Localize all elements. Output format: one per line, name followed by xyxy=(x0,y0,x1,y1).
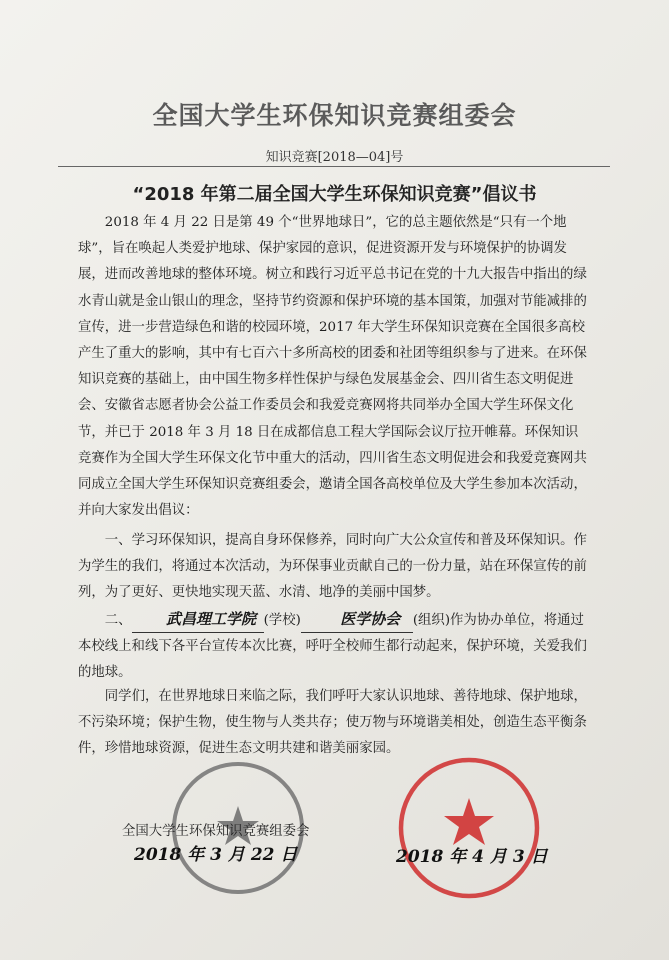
paragraph-point-1: 一、学习环保知识，提高自身环保修养，同时向广大公众宣传和普及环保知识。作为学生的我们，将通过本次活动，为环保事业贡献自己的一份力量，站在环保宣传的前列，为了更好、更快地实现天蓝、水清、地净的美丽中国梦。 xyxy=(78,533,587,601)
left-signature-date: 2018 年 3 月 22 日 xyxy=(134,845,298,865)
point-2-prefix: 二、 xyxy=(104,613,132,628)
paragraph-point-2 xyxy=(78,606,590,687)
header-divider xyxy=(58,166,610,167)
left-signature-org: 全国大学生环保知识竞赛组委会 xyxy=(122,824,310,839)
org-title: 全国大学生环保知识竞赛组委会 xyxy=(152,101,517,130)
right-signature-date: 2018 年 4 月 3 日 xyxy=(396,847,548,867)
doc-number: 知识竞赛[2018—04]号 xyxy=(265,150,404,165)
handwritten-org-name: 医学协会 xyxy=(301,606,413,633)
paragraph-closing: 同学们，在世界地球日来临之际，我们呼吁大家认识地球、善待地球、保护地球，不污染环境；保护生物，使生物与人类共存；使万物与环境谐美相处，创造生态平衡条件，珍惜地球资源，促进生态文明共建和谐美丽家园。 xyxy=(78,689,587,757)
right-seal-stamp xyxy=(395,754,543,902)
document-title: “2018 年第二届全国大学生环保知识竞赛”倡议书 xyxy=(132,184,537,205)
paragraph-intro: 2018 年 4 月 22 日是第 49 个“世界地球日”，它的总主题依然是“只有一个地球”，旨在唤起人类爱护地球、保护家园的意识，促进资源开发与环境保护的协调发展，进而改善地球的整体环境。树立和践行习近平总书记在党的十九大报告中指出的绿水青山就是金山银山的理念，坚持节约资源和保护环境的基本国策，加强对节能减排的宣传，进一步营造绿色和谐的校园环境，2017 年大学生环保知识竞赛在全国很多高校产生了重大的影响，其中有七百六十多所高校的团委和社团等组织参与了进来。在环保知识竞赛的基础上，由中国生物多样性保护与绿色发展基金会、四川省生态文明促进会、安徽省志愿者协会公益工作委员会和我爱竞赛网将共同举办全国大学生环保文化节，并已于 2018 年 3 月 18 日在成都信息工程大学国际会议厅拉开帷幕。环保知识竞赛作为全国大学生环保文化节中重大的活动，四川省生态文明促进会和我爱竞赛网共同成立全国大学生环保知识竞赛组委会，邀请全国各高校单位及大学生参加本次活动，并向大家发出倡议： xyxy=(78,215,587,519)
handwritten-school-name: 武昌理工学院 xyxy=(132,606,264,633)
point-2-text: 作为协办单位，将通过本校线上和线下各平台宣传本次比赛，呼吁全校师生都行动起来，保护环境，关爱我们的地球。 xyxy=(78,613,587,681)
school-suffix: (学校) xyxy=(263,613,301,628)
org-suffix: (组织) xyxy=(412,613,451,628)
